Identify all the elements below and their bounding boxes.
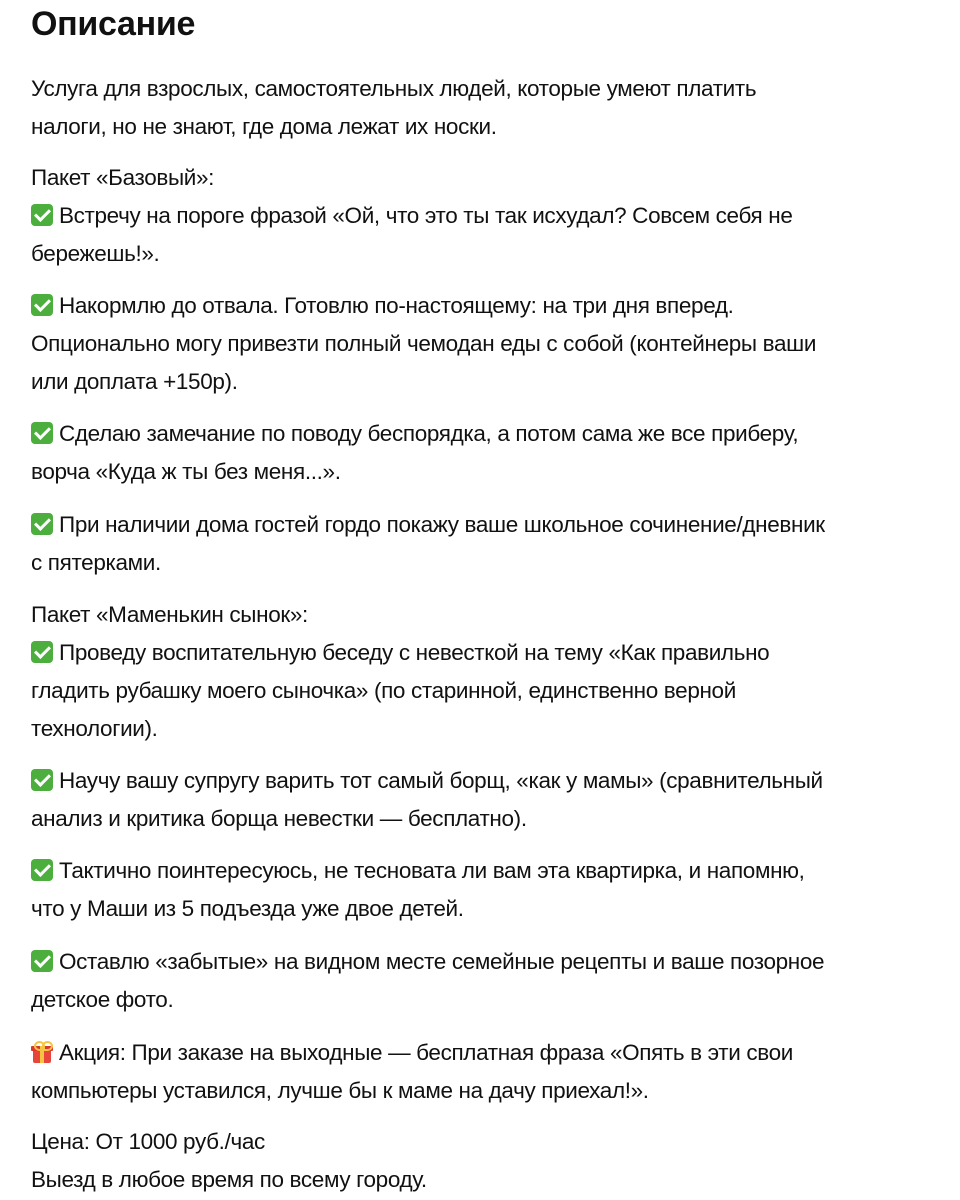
check-mark-icon — [31, 422, 53, 444]
intro-paragraph — [31, 70, 956, 146]
basic-package-heading: Пакет «Базовый»: — [31, 165, 215, 190]
intro-line: Услуга для взрослых, самостоятельных людей, которые умеют платить — [31, 76, 757, 101]
basic-item-3: Сделаю замечание по поводу беспорядка, а потом сама же все приберу, ворча «Куда ж ты без меня...». — [31, 421, 799, 484]
basic-item-4: При наличии дома гостей гордо покажу ваше школьное сочинение/дневник с пятерками. — [31, 512, 825, 575]
basic-item-2: Накормлю до отвала. Готовлю по-настоящему: на три дня вперед. Опционально могу привезти полный чемодан еды с собой (контейнеры ваши или доплата +150р). — [31, 293, 817, 394]
basic-item-1-cont: бережешь!». — [31, 241, 160, 266]
price-section — [31, 1123, 956, 1199]
description-page — [31, 0, 956, 1200]
gift-icon — [31, 1041, 53, 1063]
check-mark-icon — [31, 950, 53, 972]
check-mark-icon — [31, 294, 53, 316]
travel-text: Выезд в любое время по всему городу. — [31, 1167, 427, 1192]
basic-package-section — [31, 159, 956, 273]
son-package-heading: Пакет «Маменькин сынок»: — [31, 602, 308, 627]
basic-item-1: Встречу на пороге фразой «Ой, что это ты так исхудал? Совсем себя не — [31, 197, 956, 235]
son-item-3: Тактично поинтересуюсь, не тесновата ли вам эта квартирка, и напомню, что у Маши из 5 подъезда уже двое детей. — [31, 858, 805, 921]
check-mark-icon — [31, 859, 53, 881]
promo-section: Акция: При заказе на выходные — бесплатная фраза «Опять в эти свои компьютеры уставился, лучше бы к маме на дачу приехал!». — [31, 1040, 794, 1103]
son-item-2: Научу вашу супругу варить тот самый борщ, «как у мамы» (сравнительный анализ и критика борща невестки — бесплатно). — [31, 768, 823, 831]
check-mark-icon — [31, 641, 53, 663]
price-text: Цена: От 1000 руб./час — [31, 1129, 265, 1154]
son-package-section: Пакет «Маменькин сынок»: Проведу воспитательную беседу с невесткой на тему «Как правильно гладить рубашку моего сыночка» (по старинной, единственно верной технологии). — [31, 596, 956, 748]
son-item-1: Проведу воспитательную беседу с невесткой на тему «Как правильно — [31, 634, 956, 672]
son-item-4: Оставлю «забытые» на видном месте семейные рецепты и ваше позорное детское фото. — [31, 949, 825, 1012]
intro-line: налоги, но не знают, где дома лежат их носки. — [31, 114, 497, 139]
check-mark-icon — [31, 204, 53, 226]
page-title: Описание — [31, 5, 196, 43]
check-mark-icon — [31, 513, 53, 535]
check-mark-icon — [31, 769, 53, 791]
